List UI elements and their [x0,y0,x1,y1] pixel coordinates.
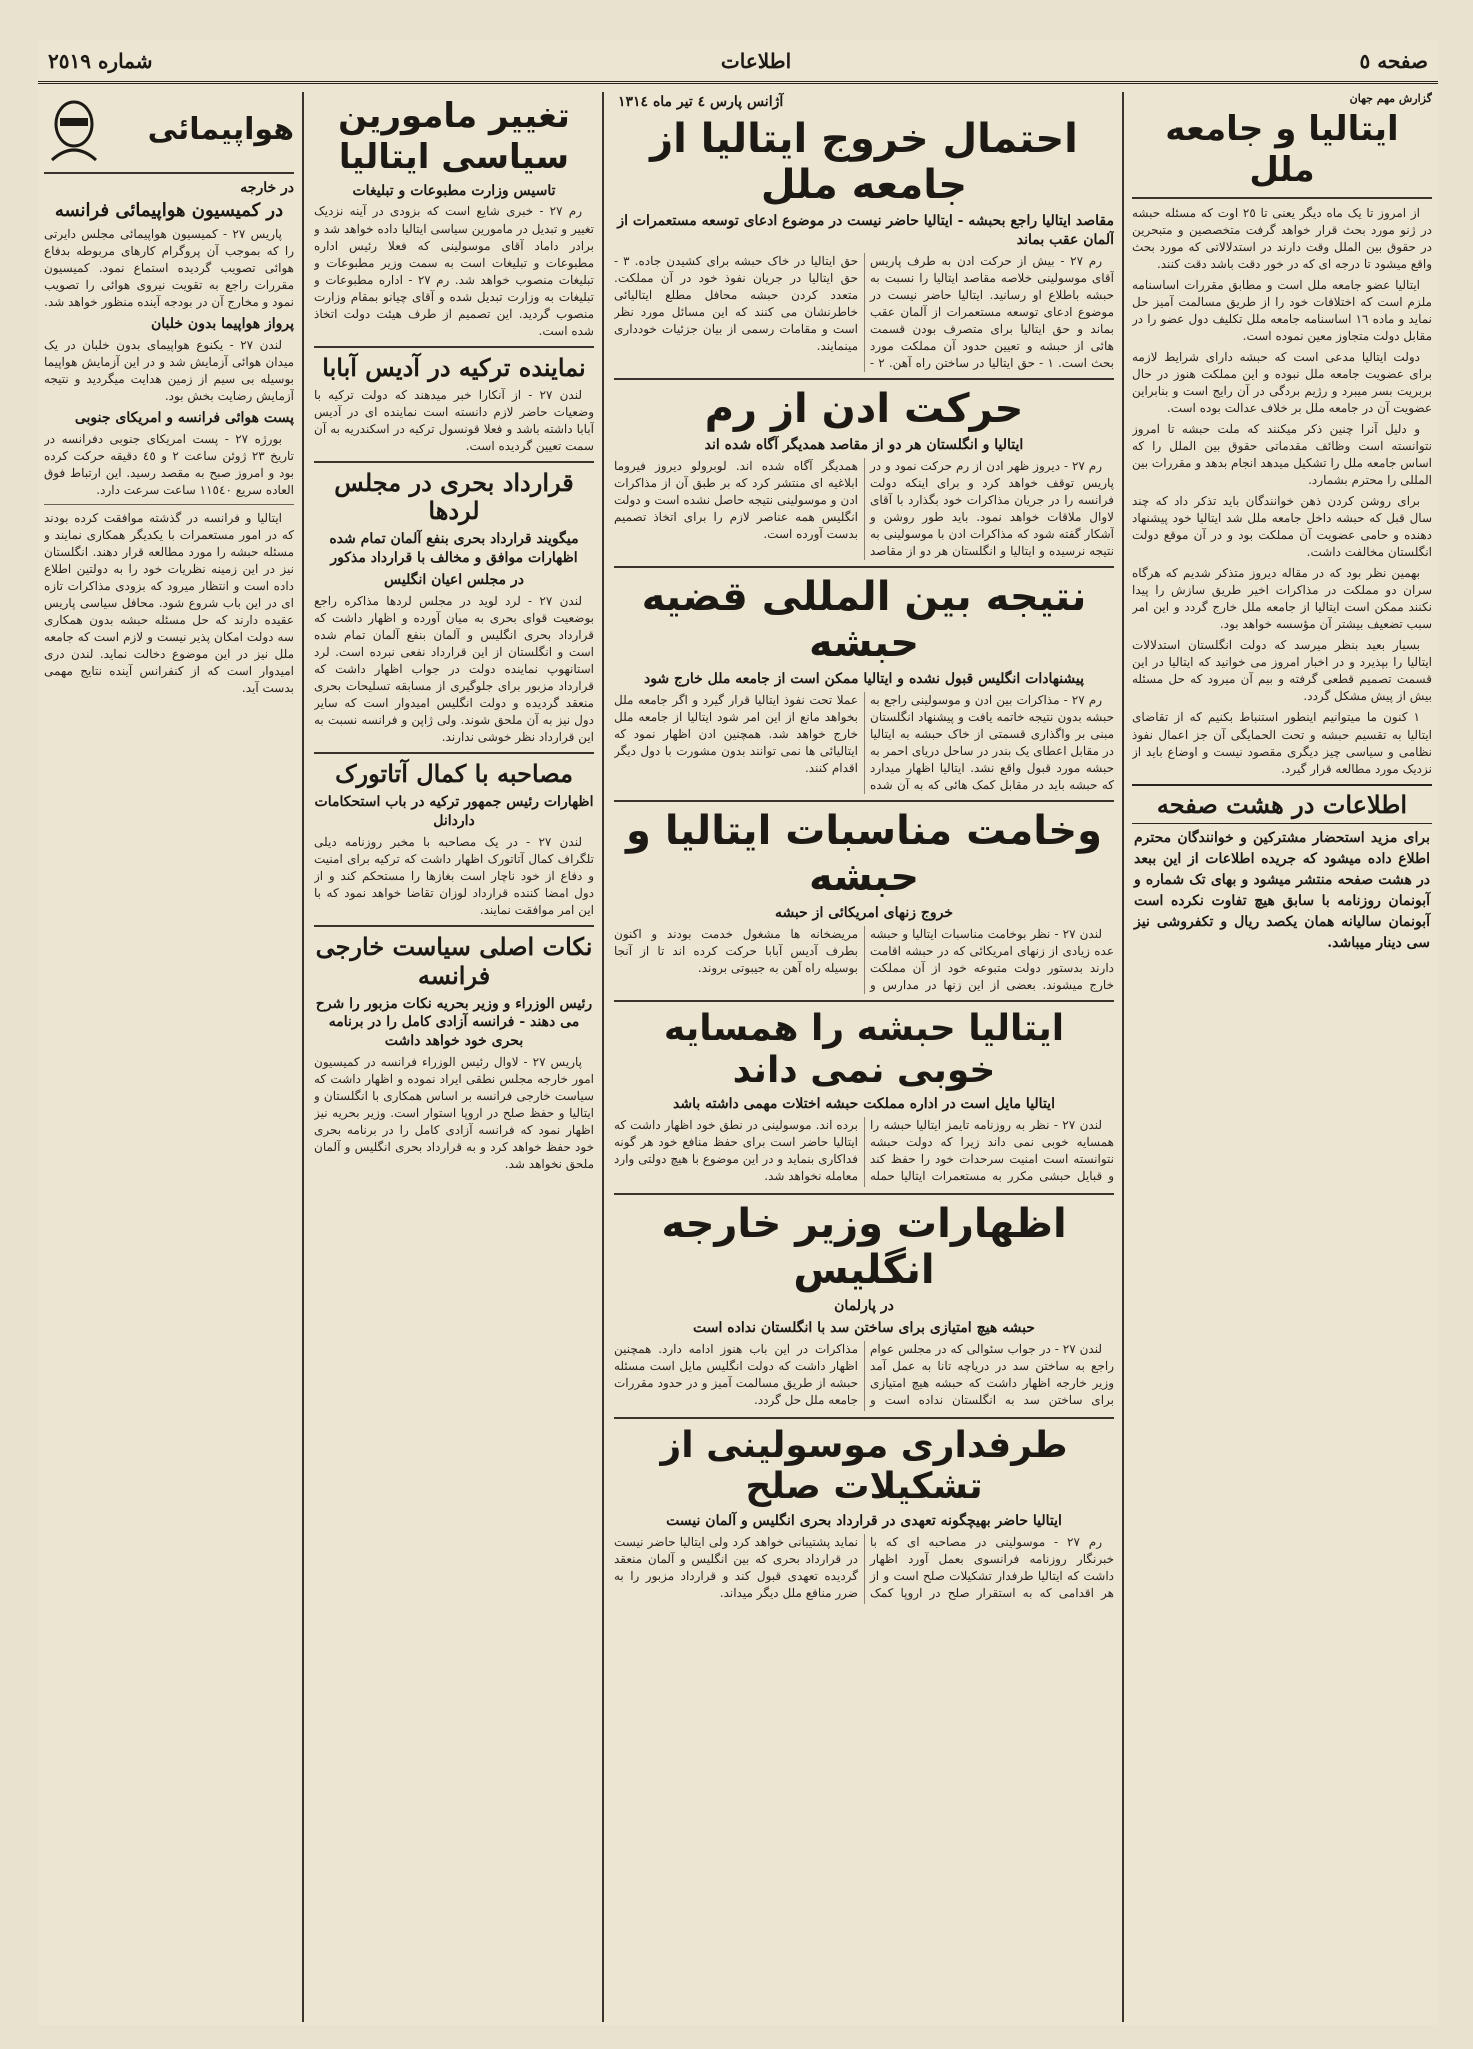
story-text: پاریس ٢٧ - کمیسیون هواپیمائی مجلس دایرتی را که بموجب آن پروگرام کارهای مربوطه بدفاع هوائی تصویب گردیده استماع نمود. کمیسیون مقررات راجع به تقویت نیروی هوائی را تصویب نمود و مخارج آن در بودجه آینده منظور خواهد شد. [44,226,294,309]
headline-eden: حرکت ادن از رم [704,386,1024,432]
headline-diplomats: تغییر مامورین سیاسی ایتالیا [338,96,570,177]
paper-name: اطلاعات [720,48,792,73]
paragraph: برای روشن کردن ذهن خوانندگان باید تذکر داد که چند سال قبل که حبشه داخل جامعه ملل شد ایتالیا خود پیشنهاد دهنده و حامی عضویت آن مملکت بود و در آن موقع دولت انگلستان مخالفت داشت. [1132,494,1432,560]
headline-aviation-commission: در کمیسیون هواپیمائی فرانسه [54,200,284,221]
masthead [38,40,1438,84]
headline-airmail: پست هوائی فرانسه و امریکای جنوبی [74,409,294,426]
newspaper-page [38,40,1438,2025]
story-text: لندن ٢٧ - در یک مصاحبه با مخبر روزنامه دیلی تلگراف کمال آتاتورک اظهار داشت که ترکیه برای امنیت و دفاع از خود ناچار است بغازها را مستحکم کند و از دول امضا کننده قرارداد لوزان تقاضا خواهد نمود که با این امر موافقت نمایند. [314,834,594,917]
subhead-minister: حبشه هیچ امتیازی برای ساختن سد با انگلستان نداده است [693,1319,1035,1336]
col1-body [1132,205,1432,778]
subhead-result: پیشنهادات انگلیس قبول نشده و ایتالیا ممکن است از جامعه ملل خارج شود [643,671,1085,688]
headline-result: نتیجه بین المللی قضیه حبشه [641,574,1087,667]
subhead-peace: ایتالیا حاضر بهیچگونه تعهدی در قرارداد بحری انگلیس و آلمان نیست [666,1512,1062,1529]
page-label: صفحه ٥ [1359,48,1428,73]
subhead-lords: میگویند قرارداد بحری بنفع آلمان تمام شده اظهارات موافق و مخالف با قرارداد مذکور [329,531,579,567]
story-text: رم ٢٧ - دیروز ظهر ادن از رم حرکت نمود و در پاریس توقف خواهد کرد و برای اینکه دولت فرانسه را در جریان مذاکرات خود بگذارد با آقای لاوال ملاقات خواهد نمود. باید طور روشن و آشکار گفته شود که مذاکرات ادن با موسولینی به نتیجه نرسیده و ایتالیا و انگلستان هر دو از مقاصد همدیگر آگاه شده اند. لوبرولو دیروز فیروما ابلاغیه ای منتشر کرد که بر طبق آن از مذاکرات ادن و موسولینی نتیجه حاصل نشده است و دولت انگلیس همه عناصر لازم را برای اتخاذ تصمیم بدست آورده است. [614,458,1114,559]
subhead-diplomats: تاسیس وزارت مطبوعات و تبلیغات [352,182,556,199]
notice-body: برای مزید استحضار مشترکین و خوانندگان محترم اطلاع داده میشود که جریده اطلاعات از این ببعد در هشت صفحه منتشر میشود و بهای تک شماره و آبونمان روزنامه با سابق هیچ تفاوت نکرده است آبونمان سالیانه همان یکصد ریال و تکفروشی نیز سی دینار میباشد. [1134,829,1430,951]
agency-line: آژانس پارس ٤ تیر ماه ١٣١٤ [618,94,784,110]
story-continued [44,510,294,697]
story-pilotless [44,337,294,405]
story-france-policy [314,1054,594,1173]
headline-peace: طرفداری موسولینی از تشکیلات صلح [660,1424,1068,1508]
story-aviation-commission [44,226,294,311]
paragraph: بهمین نظر بود که در مقاله دیروز متذکر شدیم که هرگاه سران دو مملکت در مذاکرات اخیر طریق سازش را پیدا نکنند ممکن است ایتالیا از جامعه ملل خارج گردد و این امر سبب تضعیف بیشتر آن مؤسسه خواهد بود. [1132,566,1432,632]
story-text: لندن ٢٧ - یکنوع هواپیمای بدون خلبان در یک میدان هوائی آزمایش شد و در این آزمایش هواپیما بوسیله بی سیم از زمین هدایت میگردید و نتیجه آزمایش رضایت بخش بود. [44,337,294,403]
notice-title: اطلاعات در هشت صفحه [1132,784,1432,824]
story-text: لندن ٢٧ - نظر به روزنامه تایمز ایتالیا حبشه را همسایه خوبی نمی داند زیرا که دولت حبشه نتوانسته است امنیت سرحدات خود را حفظ کند و قبایل حبشی مکرر به مستعمرات ایتالیا حمله برده اند. موسولینی در نطق خود اظهار داشت که ایتالیا حاضر است برای حفظ منافع خود هر گونه فداکاری بنماید و در این موضوع با هیچ دولتی وارد معامله نخواهد شد. [614,1117,1114,1183]
headline-lords: قرارداد بحری در مجلس لردها [334,467,574,526]
story-ataturk [314,834,594,919]
story-text: رم ٢٧ - مذاکرات بین ادن و موسولینی راجع به حبشه بدون نتیجه خاتمه یافت و پیشنهاد انگلستان مبنی بر واگذاری قسمتی از خاک حبشه به ایتالیا در مقابل اعطای یک بندر در ساحل دریای احمر به حبشه مورد قبول واقع نشد. ایتالیا اظهار میدارد که حبشه باید در مقابل کمک هائی که به آن شده عملا تحت نفوذ ایتالیا قرار گیرد و اگر جامعه ملل بخواهد مانع از این امر شود ایتالیا از جامعه ملل خارج خواهد شد. همچنین ادن اظهار نمود که ایتالیائی ها نمی توانند بدون مشورت با دول دیگر اقدام کنند. [614,692,1114,793]
story-text: ایتالیا و فرانسه در گذشته موافقت کرده بودند که در امور مستعمرات با یکدیگر همکاری نمایند و مسئله حبشه را مورد مطالعه قرار دهند. انگلستان نیز در این زمینه نظریات خود را به دولتین اطلاع داده است و انتظار میرود که بزودی مذاکرات تازه ای در این باب شروع شود. محافل سیاسی پاریس عقیده دارند که حل مسئله حبشه بدون همکاری سه دولت امکان پذیر نیست و لازم است که جامعه ملل نیز در این موضوع دخالت نماید. لندن دری امیدوار است که از کنفرانس آینده نتایج مهمی بدست آید. [44,510,294,696]
headline-ataturk: مصاحبه با کمال آتاتورک [335,759,573,789]
subhead-eden: ایتالیا و انگلستان هر دو از مقاصد همدیگر آگاه شده اند [704,437,1024,453]
story-text: بورژه ٢٧ - پست امریکای جنوبی دفرانسه در تاریخ ٢٣ ژوئن ساعت ٢ و ٤٥ دقیقه حرکت کرده بود و امروز صبح به مقصد رسید. این ارتباط فوق العاده سریع ١١٥٤٠ ساعت سرعت دارد. [44,431,294,497]
story-airmail [44,431,294,499]
story-diplomats [314,203,594,339]
story-text: لندن ٢٧ - نظر بوخامت مناسبات ایتالیا و حبشه عده زیادی از زنهای امریکائی که در حبشه اقامت دارند بدستور دولت متبوعه خود از آن مملکت خارج میشوند. بعضی از این زنها در مدارس و مریضخانه ها مشغول خدمت بودند و اکنون بطرف آدیس آبابا حرکت کرده اند تا از آنجا بوسیله راه آهن به جیبوتی بروند. [614,927,1114,993]
subhead-parliament: در پارلمان [834,1297,894,1314]
subhead-france-policy: رئیس الوزراء و وزیر بحریه نکات مزبور را شرح می دهند - فرانسه آزادی کامل را در برنامه بحری خود خواهد داشت [315,995,593,1050]
subhead-neighbor: ایتالیا مایل است در اداره مملکت حبشه اختلات مهمی داشته باشد [673,1095,1055,1112]
aviation-title: هواپیمائی [147,111,294,147]
paragraph: و دلیل آنرا چنین ذکر میکنند که ملت حبشه تا امروز نتوانسته است وظائف مقدماتی حقوق بین الملل را که اساس جامعه ملل را تشکیل میدهد انجام بدهد و مقررات بین المللی را محترم بشمارد. [1132,421,1432,488]
column-1 [1132,92,1432,2022]
paragraph: بسیار بعید بنظر میرسد که دولت انگلستان استدلالات ایتالیا را بپذیرد و در اخبار امروز می خوانید که ایتالیا در این قسمت تصمیم قطعی گرفته و بیم آن میرود که حل مسئله بیش از پیش مشکل گردد. [1132,638,1432,704]
subhead-ataturk: اظهارات رئیس جمهور ترکیه در باب استحکامات داردانل [314,794,594,829]
headline-france-policy: نکات اصلی سیاست خارجی فرانسه [315,931,593,990]
col1-headline: ایتالیا و جامعه ملل [1165,109,1399,190]
story-text: لندن ٢٧ - لرد لوید در مجلس لردها مذاکره راجع بوضعیت قوای بحری به میان آورده و اظهار داشت که قرارداد بحری انگلیس و آلمان بنفع آلمان تمام شده است و انگلستان از این قرارداد نفعی نبرده است. لرد استانهوپ نماینده دولت در جواب اظهار داشت که قرارداد مزبور برای جلوگیری از مسابقه تسلیحات بحری منعقد گردیده و دولت انگلیس امیدوار است که سایر دول نیز به آن ملحق شوند. ولی ژاپن و فرانسه نسبت به این قرارداد نظر خوشی ندارند. [314,593,594,745]
subhead-relations: خروج زنهای امریکائی از حبشه [774,905,954,922]
paragraph: از امروز تا یک ماه دیگر یعنی تا ٢٥ اوت که مسئله حبشه در ژنو مورد بحث قرار خواهد گرفت متخصصین و متبحرین در حقوق بین الملل وقت دارند در استدلالاتی که مورد بحث واقع میشود تا درجه ای که در خور دقت باشد دقت کنند. [1132,205,1432,271]
story-text: لندن ٢٧ - از آنکارا خبر میدهند که دولت ترکیه با وضعیات حاضر لازم دانسته است نماینده ای در آدیس آبابا داشته باشد و فعلا قونسول ترکیه در اسکندریه به آن سمت تعیین گردیده است. [314,387,594,453]
story-result [614,692,1114,794]
story-text: لندن ٢٧ - در جواب سئوالی که در مجلس عوام راجع به ساختن سد در دریاچه تانا به عمل آمد وزیر خارجه اظهار داشت که حبشه هیچ امتیازی برای ساختن سد به انگلستان نداده است و مذاکرات در این باب هنوز ادامه دارد. همچنین اظهار داشت که دولت انگلیس مایل است مسئله حبشه از طریق مسالمت آمیز و در حدود مقررات جامعه ملل حل گردد. [614,1341,1114,1407]
story-relations [614,926,1114,994]
headline-neighbor: ایتالیا حبشه را همسایه خوبی نمی داند [663,1008,1065,1091]
pilot-icon [44,96,104,162]
story-text: رم ٢٧ - موسولینی در مصاحبه ای که با خبرنگار روزنامه فرانسوی بعمل آورد اظهار داشت که ایتالیا طرفدار تشکیلات صلح است و از هر اقدامی که به استقرار صلح در اروپا کمک نماید پشتیبانی خواهد کرد ولی ایتالیا حاضر نیست در قرارداد بحری که بین انگلیس و آلمان منعقد گردیده تعهدی قبول کند و قرارداد مزبور را به ضرر منافع ملل دیگر میداند. [614,1534,1114,1600]
story-turkey-rep [314,387,594,455]
aviation-header [44,92,294,166]
story-neighbor [614,1117,1114,1187]
story-eden [614,458,1114,560]
headline-minister: اظهارات وزیر خارجه انگلیس [661,1200,1067,1293]
subhead-lords-2: در مجلس اعیان انگلیس [384,572,524,589]
column-4 [44,92,294,2022]
section-tag: گزارش مهم جهان [1349,92,1432,105]
paragraph: دولت ایتالیا مدعی است که حبشه دارای شرایط لازمه برای عضویت جامعه ملل نبوده و این مملکت هنوز در حال بربریت بسر میبرد و رژیم بردگی در آن رایج است و بنابراین عضویت آن در جامعه ملل بر خلاف عدالت بوده است. [1132,349,1432,415]
story-minister [614,1341,1114,1411]
headline-pilotless: پرواز هواپیما بدون خلبان [151,315,294,332]
story-text: رم ٢٧ - خبری شایع است که بزودی در آینه نزدیک تغییر و تبدیل در مامورین سیاسی ایتالیا داده خواهد شد و برادر داماد آقای موسولینی که فعلا رئیس اداره مطبوعات و تبلیغات است به سمت وزیر مطبوعات و تبلیغات منصوب خواهد شد. رم ٢٧ - اداره مطبوعات و تبلیغات به وزارت تبدیل شده و آقای چیانو بمقام وزارت منصوب گردید. این تصمیم از طرف هیئت دولت اتخاذ شده است. [314,204,594,338]
headline-turkey-rep: نماینده ترکیه در آدیس آبابا [322,352,586,382]
headline-exit: احتمال خروج ایتالیا از جامعه ملل [650,116,1078,208]
column-3 [314,92,594,2022]
headline-relations: وخامت مناسبات ایتالیا و حبشه [626,808,1102,901]
issue-label: شماره ٢٥١٩ [48,48,153,73]
paragraph: ایتالیا عضو جامعه ملل است و مطابق مقررات اساسنامه ملزم است که اختلافات خود را از طریق مسالمت آمیز حل نماید و ماده ١٦ اساسنامه جامعه ملل تکلیف دول عضو را در مقابل دولت متجاوز معین نموده است. [1132,277,1432,343]
story-exit [614,253,1114,372]
story-lords [314,593,594,746]
story-text: رم ٢٧ - بیش از حرکت ادن به طرف پاریس آقای موسولینی خلاصه مقاصد ایتالیا را نسبت به حبشه باطلاع او رسانید. ایتالیا حاضر نیست در موضوع ادعای توسعه مستعمرات از آلمان عقب بماند و حق ایتالیا برای متصرف بودن قسمت هائی از حبشه و تعیین حدود آن مملکت مورد بحث است. ١ - حق ایتالیا در ساختن راه آهن. ٢ - حق ایتالیا در خاک حبشه برای کشیدن جاده. ٣ - حق ایتالیا در جریان نفوذ خود در آن مملکت. متعدد کردن حبشه محافل مطلع ایتالیائی خاطرنشان می کنند که این مسائل مورد نظر است و مقامات رسمی از بیان جزئیات خودداری مینمایند. [614,253,1114,370]
paragraph: ۱ کنون ما میتوانیم اینطور استنباط بکنیم که از تقاضای ایتالیا به تقسیم حبشه و تحت الحمایگی آن جز اعمال نفوذ نظامی و سیاسی چیز دیگری مقصود نیست و اوضاع باید از نزدیک مورد مطالعه قرار گیرد. [1132,710,1432,776]
subhead-exit: مقاصد ایتالیا راجع بحبشه - ایتالیا حاضر نیست در موضوع ادعای توسعه مستعمرات از آلمان عقب بماند [617,213,1114,248]
story-text: پاریس ٢٧ - لاوال رئیس الوزراء فرانسه در کمیسیون امور خارجه مجلس نطقی ایراد نموده و اظهار داشت که سیاست خارجی فرانسه بر اساس همکاری با انگلستان و ایتالیا و حفظ صلح در اروپا استوار است. وزیر بحریه نیز اظهار نمود که فرانسه آزادی کامل را در برنامه بحری خود حفظ خواهد کرد و به قرارداد بحری انگلیس و آلمان ملحق نخواهد شد. [314,1055,594,1172]
story-peace [614,1534,1114,1604]
section-abroad: در خارجه [240,180,294,196]
column-2 [614,92,1114,2022]
